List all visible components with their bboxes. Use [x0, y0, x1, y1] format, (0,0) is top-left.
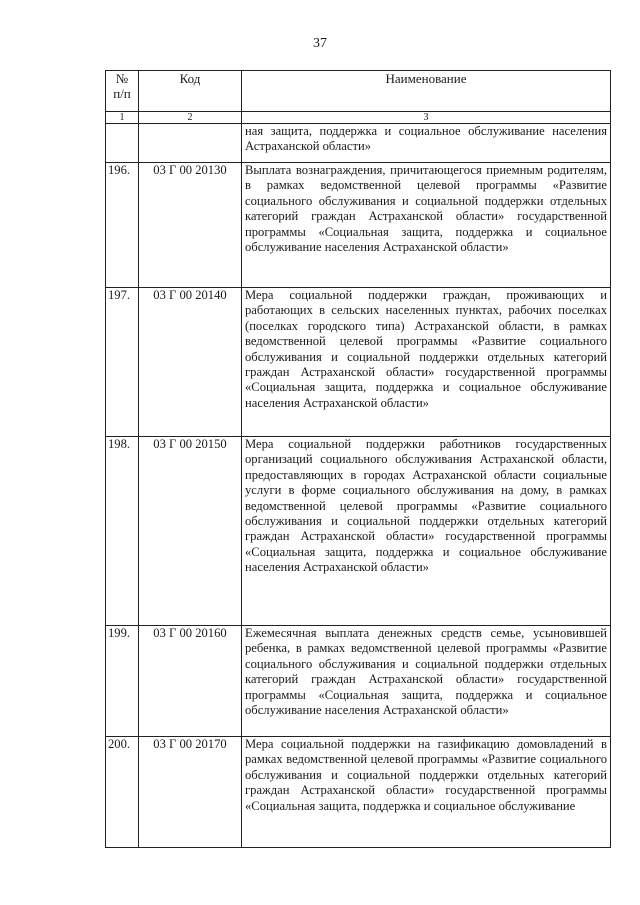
header-code: Код: [139, 71, 242, 112]
row-num-cell: [106, 124, 139, 163]
row-code-cell: 03 Г 00 20140: [139, 288, 242, 437]
row-num-cell: 196.: [106, 163, 139, 288]
row-num-cell: 200.: [106, 737, 139, 848]
row-num-cell: 199.: [106, 626, 139, 737]
header-num: № п/п: [106, 71, 139, 112]
row-name-cell: Выплата вознаграждения, причитающегося приемным родителям, в рамках ведомственной целевой программы «Развитие социального обслуживания и социальной поддержки отдельных категорий граждан Астраханской области» государственной программы «Социальная защита, поддержка и социальное обслуживание населения Астраханской области»: [242, 163, 611, 288]
column-number-row: [106, 112, 611, 124]
row-num-cell: 198.: [106, 437, 139, 626]
row-name-cell: Мера социальной поддержки граждан, проживающих и работающих в сельских населенных пунктах, рабочих поселках (поселках городского типа) Астраханской области, в рамках ведомственной целевой программы «Развитие социального обслуживания и социальной поддержки отдельных категорий граждан Астраханской области» государственной программы «Социальная защита, поддержка и социальное обслуживание населения Астраханской области»: [242, 288, 611, 437]
column-number-2: 2: [139, 112, 242, 124]
row-code-cell: 03 Г 00 20170: [139, 737, 242, 848]
row-num-cell: 197.: [106, 288, 139, 437]
table-row: [106, 737, 611, 848]
budget-code-table: [105, 70, 611, 848]
header-name: Наименование: [242, 71, 611, 112]
table-row: [106, 288, 611, 437]
row-name-cell: Ежемесячная выплата денежных средств семье, усыновившей ребенка, в рамках ведомственной целевой программы «Развитие социального обслуживания и социальной поддержки отдельных категорий граждан Астраханской области» государственной программы «Социальная защита, поддержка и социальное обслуживание населения Астраханской области»: [242, 626, 611, 737]
table-row: [106, 626, 611, 737]
table-row-continuation: [106, 124, 611, 163]
page-number: 37: [313, 36, 327, 51]
row-code-cell: [139, 124, 242, 163]
row-name-cell: Мера социальной поддержки работников государственных организаций социального обслуживания Астраханской области, предоставляющих в городах Астраханской области социальные услуги в форме социального обслуживания на дому, в рамках ведомственной целевой программы «Развитие социального обслуживания и социальной поддержки отдельных категорий граждан Астраханской области» государственной программы «Социальная защита, поддержка и социальное обслуживание населения Астраханской области»: [242, 437, 611, 626]
column-number-1: 1: [106, 112, 139, 124]
table-row: [106, 437, 611, 626]
row-name-cell: ная защита, поддержка и социальное обслуживание населения Астраханской области»: [242, 124, 611, 163]
table-row: [106, 163, 611, 288]
row-code-cell: 03 Г 00 20130: [139, 163, 242, 288]
row-code-cell: 03 Г 00 20160: [139, 626, 242, 737]
row-name-cell: Мера социальной поддержки на газификацию домовладений в рамках ведомственной целевой программы «Развитие социального обслуживания и социальной поддержки отдельных категорий граждан Астраханской области» государственной программы «Социальная защита, поддержка и социальное обслуживание: [242, 737, 611, 848]
row-code-cell: 03 Г 00 20150: [139, 437, 242, 626]
column-number-3: 3: [242, 112, 611, 124]
table-header-row: [106, 71, 611, 112]
